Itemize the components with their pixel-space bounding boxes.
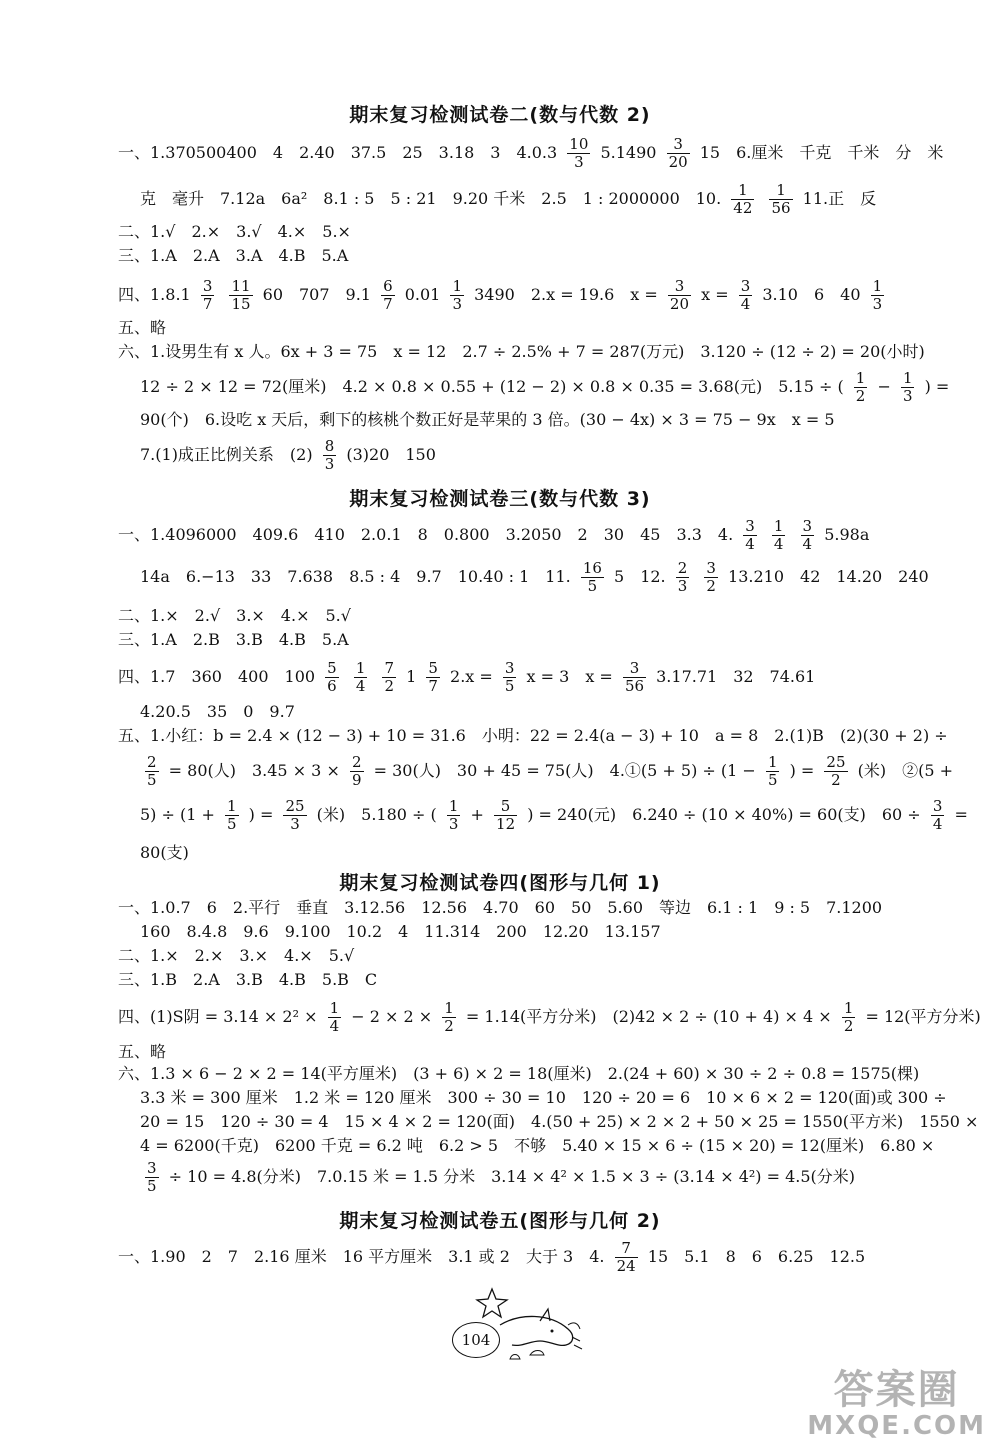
- fraction: $\frac{2}{5}$: [147, 753, 157, 789]
- fraction: $\frac{1}{3}$: [448, 797, 459, 833]
- fraction: $\frac{3}{5}$: [147, 1159, 157, 1195]
- section-title-5: 期末复习检测试卷五(图形与几何 2): [339, 1210, 661, 1232]
- fraction: $\frac{1}{42}$: [733, 181, 753, 217]
- fraction: $\frac{1}{56}$: [771, 181, 791, 217]
- s2-q4: 四、1.8.1 $\frac{3}{7}$ $\frac{11}{15}$ 60 707 9.1 $\frac{6}{7}$ 0.01 $\frac{1}{3}$ 3490 2.x = 19.6 x = $\frac{3}{20}$ x = $\frac{3}{4}$ 3.10 6 40 $\frac{1}{3}$: [118, 277, 883, 313]
- s3-q3: 三、1.A 2.B 3.B 4.B 5.A: [118, 630, 349, 649]
- star-icon: [477, 1289, 507, 1317]
- s3-q5-line1: 五、1.小红：b = 2.4 × (12 − 3) + 10 = 31.6 小明：22 = 2.4(a − 3) + 10 a = 8 2.(1)B (2)(30 + 2) ÷: [118, 726, 948, 745]
- fraction: $\frac{1}{5}$: [767, 753, 778, 789]
- s2-q6-line4: 7.(1)成正比例关系 (2) $\frac{8}{3}$ (3)20 150: [140, 437, 436, 473]
- fraction: $\frac{1}{4}$: [773, 517, 784, 553]
- s4-q6-line5: $\frac{3}{5}$ ÷ 10 = 4.8(分米) 7.0.15 米 = 1.5 分米 3.14 × 4² × 1.5 × 3 ÷ (3.14 × 4²) = 4.5(分米): [147, 1159, 856, 1195]
- watermark-url: MXQE.COM: [807, 1411, 986, 1441]
- fraction: $\frac{3}{56}$: [624, 659, 645, 695]
- fraction: $\frac{1}{2}$: [855, 369, 866, 405]
- s4-q6-line4: 4 = 6200(千克) 6200 千克 = 6.2 吨 6.2 > 5 不够 5.40 × 15 × 6 ÷ (15 × 20) = 12(厘米) 6.80 ×: [140, 1136, 935, 1155]
- fraction: $\frac{1}{3}$: [872, 277, 883, 313]
- s4-q6-line2: 3.3 米 = 300 厘米 1.2 米 = 120 厘米 300 ÷ 30 = 10 120 ÷ 20 = 6 10 × 6 × 2 = 120(面)或 300 ÷: [140, 1088, 947, 1107]
- watermark-logo-text: 答案圈: [833, 1367, 960, 1413]
- s3-q2: 二、1.× 2.√ 3.× 4.× 5.√: [118, 606, 351, 625]
- s4-q4: 四、(1)S阴 = 3.14 × 2² × $\frac{1}{4}$ − 2 × 2 × $\frac{1}{2}$ = 1.14(平方分米) (2)42 × 2 ÷ (10 + 4) × 4 × $\frac{1}{2}$ = 12(平方分米): [118, 999, 981, 1035]
- fraction: $\frac{2}{9}$: [351, 753, 362, 789]
- fraction: $\frac{1}{3}$: [902, 369, 913, 405]
- fraction: $\frac{3}{4}$: [932, 797, 943, 833]
- s2-q3: 三、1.A 2.A 3.A 4.B 5.A: [118, 246, 349, 265]
- s2-q5: 五、略: [118, 318, 167, 337]
- fraction: $\frac{3}{4}$: [745, 517, 755, 553]
- s3-q5-line2: $\frac{2}{5}$ = 80(人) 3.45 × 3 × $\frac{2}{9}$ = 30(人) 30 + 45 = 75(人) 4.①(5 + 5) ÷ (1 − $\frac{1}{5}$ ) = $\frac{25}{2}$ (米) ②(5 +: [147, 753, 953, 789]
- fraction: $\frac{8}{3}$: [324, 437, 335, 473]
- fraction: $\frac{11}{15}$: [231, 277, 251, 313]
- s2-q1-line1: 一、1.370500400 4 2.40 37.5 25 3.18 3 4.0.3 $\frac{10}{3}$ 5.1490 $\frac{3}{20}$ 15 6.厘米 千克 千米 分 米: [118, 135, 944, 171]
- s4-q5: 五、略: [118, 1042, 167, 1061]
- s3-q1-line1: 一、1.4096000 409.6 410 2.0.1 8 0.800 3.2050 2 30 45 3.3 4. $\frac{3}{4}$ $\frac{1}{4}$ $\frac{3}{4}$ 5.98a: [118, 517, 870, 553]
- fraction: $\frac{5}{12}$: [496, 797, 516, 833]
- fraction: $\frac{2}{3}$: [677, 559, 688, 595]
- watermark: [807, 1368, 986, 1440]
- s2-q2: 二、1.√ 2.× 3.√ 4.× 5.×: [118, 222, 351, 241]
- fraction: $\frac{25}{3}$: [285, 797, 305, 833]
- fraction: $\frac{3}{20}$: [669, 277, 690, 313]
- s4-q3: 三、1.B 2.A 3.B 4.B 5.B C: [118, 970, 378, 989]
- fraction: $\frac{5}{7}$: [428, 659, 438, 695]
- s4-q1-line2: 160 8.4.8 9.6 9.100 10.2 4 11.314 200 12.20 13.157: [140, 922, 661, 941]
- s4-q1-line1: 一、1.0.7 6 2.平行 垂直 3.12.56 12.56 4.70 60 50 5.60 等边 6.1 : 1 9 : 5 7.1200: [118, 898, 883, 917]
- section-title-4: 期末复习检测试卷四(图形与几何 1): [339, 872, 661, 894]
- fraction: $\frac{1}{3}$: [452, 277, 462, 313]
- fraction: $\frac{3}{20}$: [668, 135, 688, 171]
- fraction: $\frac{3}{4}$: [802, 517, 813, 553]
- fraction: $\frac{1}{5}$: [227, 797, 237, 833]
- s3-q4-line1: 四、1.7 360 400 100 $\frac{5}{6}$ $\frac{1}{4}$ $\frac{7}{2}$ 1 $\frac{5}{7}$ 2.x = $\frac{3}{5}$ x = 3 x = $\frac{3}{56}$ 3.17.71 32 74.61: [118, 659, 816, 695]
- s3-q5-line3: 5) ÷ (1 + $\frac{1}{5}$ ) = $\frac{25}{3}$ (米) 5.180 ÷ ( $\frac{1}{3}$ + $\frac{5}{12}$ ) = 240(元) 6.240 ÷ (10 × 40%) = 60(支) 60 ÷ $\frac{3}{4}$ =: [140, 797, 968, 833]
- fraction: $\frac{7}{2}$: [384, 659, 394, 695]
- fraction: $\frac{3}{2}$: [706, 559, 716, 595]
- fraction: $\frac{10}{3}$: [569, 135, 589, 171]
- section-title-3: 期末复习检测试卷三(数与代数 3): [349, 488, 651, 510]
- fraction: $\frac{16}{5}$: [582, 559, 602, 595]
- fraction: $\frac{25}{2}$: [826, 753, 846, 789]
- fraction: $\frac{1}{4}$: [355, 659, 366, 695]
- page-number: 104: [452, 1322, 500, 1358]
- s3-q5-line4: 80(支): [140, 843, 189, 862]
- fraction: $\frac{3}{4}$: [740, 277, 751, 313]
- dolphin-icon: [500, 1316, 573, 1345]
- s4-q6-line3: 20 = 15 120 ÷ 30 = 4 15 × 4 × 2 = 120(面) 4.(50 + 25) × 2 × 2 + 50 × 25 = 1550(平方米) 1550 ×: [140, 1112, 979, 1131]
- s4-q2: 二、1.× 2.× 3.× 4.× 5.√: [118, 946, 355, 965]
- fraction: $\frac{6}{7}$: [383, 277, 393, 313]
- fraction: $\frac{5}{6}$: [327, 659, 337, 695]
- s4-q6-line1: 六、1.3 × 6 − 2 × 2 = 14(平方厘米) (3 + 6) × 2 = 18(厘米) 2.(24 + 60) × 30 ÷ 2 ÷ 0.8 = 1575(棵): [118, 1064, 920, 1083]
- section-title-2: 期末复习检测试卷二(数与代数 2): [349, 104, 651, 126]
- s3-q1-line2: 14a 6.−13 33 7.638 8.5 : 4 9.7 10.40 : 1 11. $\frac{16}{5}$ 5 12. $\frac{2}{3}$ $\frac{3}{2}$ 13.210 42 14.20 240: [140, 559, 929, 595]
- fraction: $\frac{3}{7}$: [202, 277, 213, 313]
- s2-q6-line3: 90(个) 6.设吃 x 天后，剩下的核桃个数正好是苹果的 3 倍。(30 − 4x) × 3 = 75 − 9x x = 5: [140, 410, 835, 429]
- fraction: $\frac{7}{24}$: [616, 1239, 636, 1275]
- s2-q1-line2: 克 毫升 7.12a 6a² 8.1 : 5 5 : 21 9.20 千米 2.5 1 : 2000000 10. $\frac{1}{42}$ $\frac{1}{56}$ 11.正 反: [140, 181, 877, 217]
- fraction: $\frac{1}{2}$: [444, 999, 454, 1035]
- fraction: $\frac{1}{4}$: [329, 999, 340, 1035]
- shell-icon: [530, 1351, 544, 1356]
- s2-q6-line2: 12 ÷ 2 × 12 = 72(厘米) 4.2 × 0.8 × 0.55 + (12 − 2) × 0.8 × 0.35 = 3.68(元) 5.15 ÷ ( $\frac{1}{2}$ − $\frac{1}{3}$ ) =: [140, 369, 950, 405]
- s5-q1: 一、1.90 2 7 2.16 厘米 16 平方厘米 3.1 或 2 大于 3 4. $\frac{7}{24}$ 15 5.1 8 6 6.25 12.5: [118, 1239, 866, 1275]
- s2-q6-line1: 六、1.设男生有 x 人。6x + 3 = 75 x = 12 2.7 ÷ 2.5% + 7 = 287(万元) 3.120 ÷ (12 ÷ 2) = 20(小时): [118, 342, 925, 361]
- fraction: $\frac{3}{5}$: [504, 659, 515, 695]
- fraction: $\frac{1}{2}$: [843, 999, 854, 1035]
- s3-q4-line2: 4.20.5 35 0 9.7: [140, 702, 295, 721]
